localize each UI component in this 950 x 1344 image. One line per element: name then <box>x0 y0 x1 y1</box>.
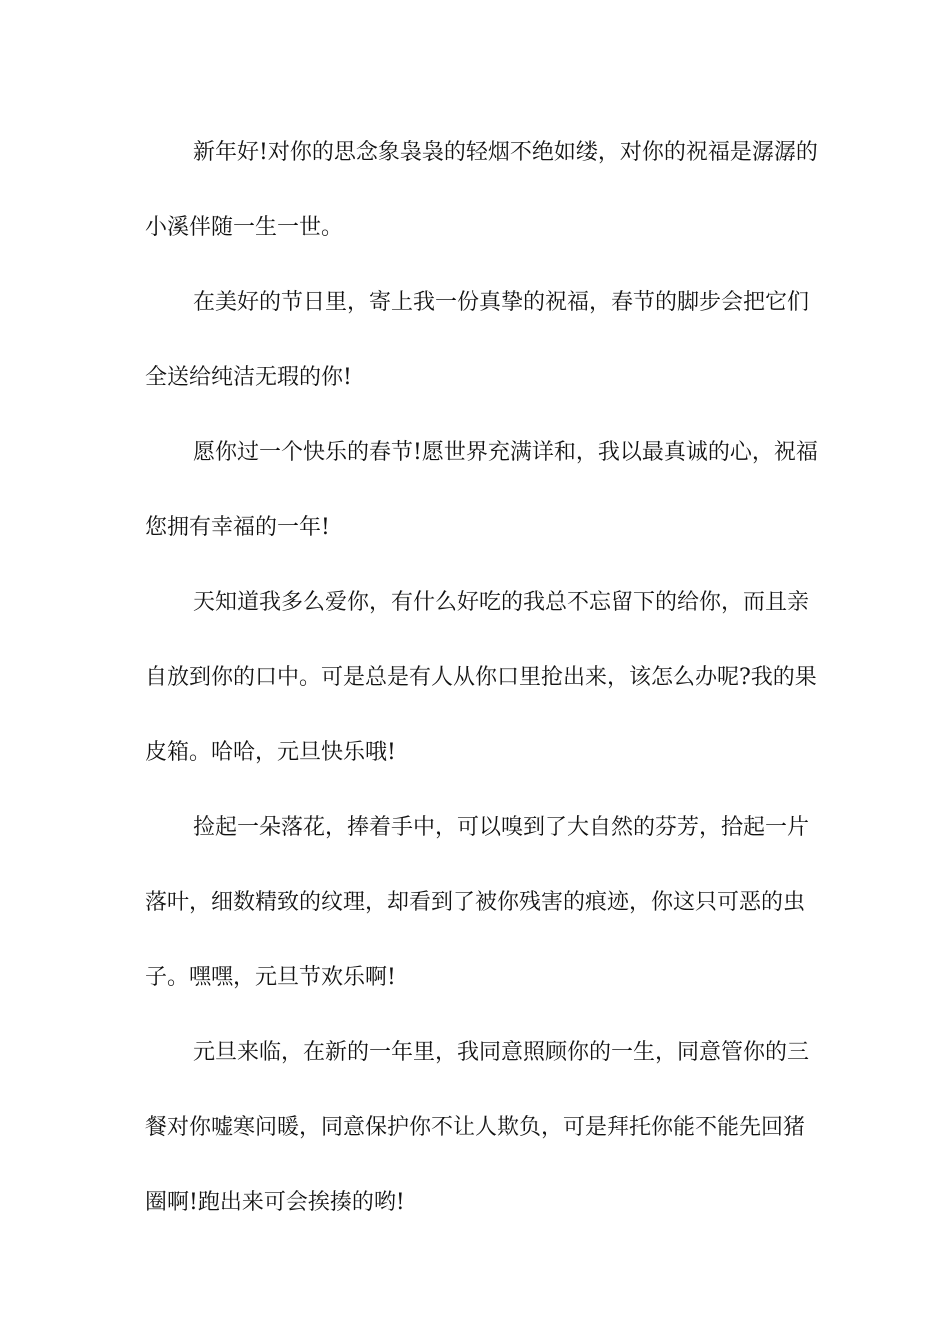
document-body <box>145 115 825 1240</box>
paragraph-5: 捡起一朵落花，捧着手中，可以嗅到了大自然的芬芳，拾起一片落叶，细数精致的纹理，却看到了被你残害的痕迹，你这只可恶的虫子。嘿嘿，元旦节欢乐啊! <box>145 815 810 990</box>
paragraph-6: 元旦来临，在新的一年里，我同意照顾你的一生，同意管你的三餐对你嘘寒问暖，同意保护你不让人欺负，可是拜托你能不能先回猪圈啊!跑出来可会挨揍的哟! <box>145 1040 810 1215</box>
paragraph-2: 在美好的节日里，寄上我一份真挚的祝福，春节的脚步会把它们全送给纯洁无瑕的你! <box>145 290 810 390</box>
paragraph-3: 愿你过一个快乐的春节!愿世界充满详和，我以最真诚的心，祝福您拥有幸福的一年! <box>145 440 818 540</box>
paragraph-4: 天知道我多么爱你，有什么好吃的我总不忘留下的给你，而且亲自放到你的口中。可是总是有人从你口里抢出来，该怎么办呢?我的果皮箱。哈哈，元旦快乐哦! <box>145 590 817 765</box>
paragraph-1: 新年好!对你的思念象袅袅的轻烟不绝如缕，对你的祝福是潺潺的小溪伴随一生一世。 <box>145 140 818 240</box>
